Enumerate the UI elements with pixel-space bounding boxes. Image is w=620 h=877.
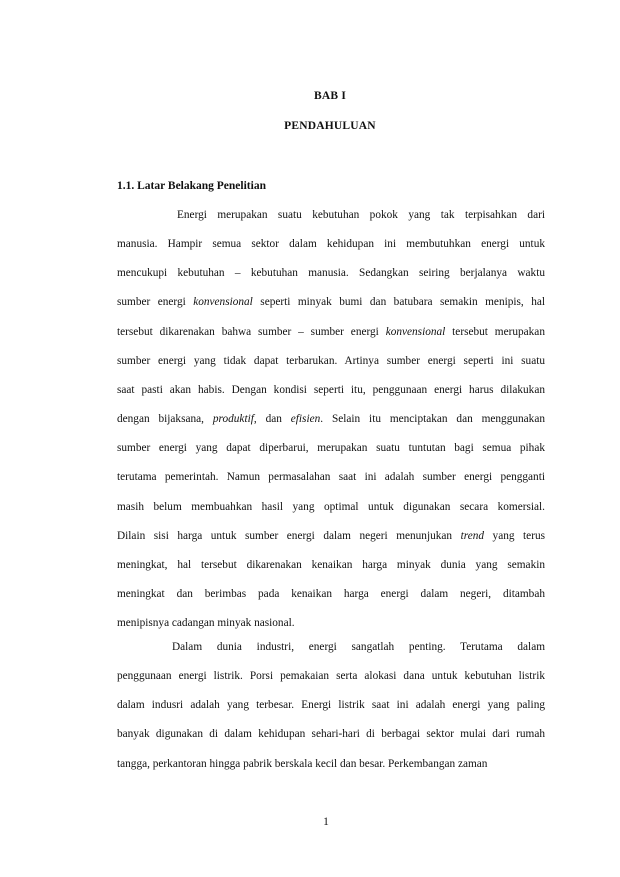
text-span: sumber energi yang dapat diperbarui, merupakan suatu tuntutan bagi semua pihak: [117, 442, 545, 455]
text-line: [117, 325, 545, 339]
text-line: [117, 529, 545, 543]
text-span: dengan bijaksana,: [117, 413, 213, 426]
text-span: yang terus: [484, 529, 545, 542]
chapter-number: BAB I: [314, 90, 346, 102]
text-line: [117, 266, 545, 280]
text-span: sumber energi yang tidak dapat terbarukan. Artinya sumber energi seperti ini suatu: [117, 354, 545, 367]
text-line: [117, 354, 545, 368]
text-line: [117, 757, 545, 771]
text-span: tangga, perkantoran hingga pabrik berskala kecil dan besar. Perkembangan zaman: [117, 757, 488, 770]
text-span: masih belum membuahkan hasil yang optimal untuk digunakan secara komersial.: [117, 500, 545, 513]
text-span: Dilain sisi harga untuk sumber energi dalam negeri menunjukan: [117, 529, 461, 542]
text-line: [172, 640, 545, 654]
italic-term: produktif: [212, 413, 254, 426]
text-span: terutama pemerintah. Namun permasalahan saat ini adalah sumber energi pengganti: [117, 471, 545, 484]
text-span: manusia. Hampir semua sektor dalam kehidupan ini membutuhkan energi untuk: [117, 238, 545, 251]
text-line: [117, 412, 545, 426]
text-line: [117, 470, 545, 484]
text-span: menipisnya cadangan minyak nasional.: [117, 617, 295, 630]
text-span: sumber energi: [117, 296, 194, 309]
text-line: [117, 698, 545, 712]
text-span: dalam indusri adalah yang terbesar. Energi listrik saat ini adalah energi yang paling: [117, 699, 545, 712]
text-line: [117, 616, 545, 630]
text-span: tersebut dikarenakan bahwa sumber – sumber energi: [117, 325, 386, 338]
text-line: [117, 383, 545, 397]
section-heading: 1.1. Latar Belakang Penelitian: [117, 180, 266, 192]
text-line: [117, 669, 545, 683]
italic-term: konvensional: [193, 296, 253, 309]
text-span: banyak digunakan di dalam kehidupan sehari-hari di berbagai sektor mulai dari rumah: [117, 728, 545, 741]
italic-term: efisien: [290, 413, 321, 426]
text-span: meningkat, hal tersebut dikarenakan kenaikan harga minyak dunia yang semakin: [117, 558, 545, 571]
text-line: [117, 237, 545, 251]
text-span: saat pasti akan habis. Dengan kondisi seperti itu, penggunaan energi harus dilakukan: [117, 383, 545, 396]
text-span: meningkat dan berimbas pada kenaikan harga energi dalam negeri, ditambah: [117, 587, 545, 600]
italic-term: trend: [460, 529, 485, 542]
text-line: [177, 208, 545, 222]
text-span: . Selain itu menciptakan dan menggunakan: [320, 413, 545, 426]
text-span: seperti minyak bumi dan batubara semakin menipis, hal: [252, 296, 545, 309]
chapter-title: PENDAHULUAN: [284, 120, 376, 132]
italic-term: konvensional: [385, 325, 446, 338]
text-span: , dan: [253, 413, 291, 426]
text-span: Energi merupakan suatu kebutuhan pokok yang tak terpisahkan dari: [177, 209, 545, 221]
text-span: Dalam dunia industri, energi sangatlah penting. Terutama dalam: [172, 641, 545, 653]
text-line: [117, 727, 545, 741]
text-span: mencukupi kebutuhan – kebutuhan manusia. Sedangkan seiring berjalanya waktu: [117, 267, 545, 280]
text-line: [117, 500, 545, 514]
text-line: [117, 558, 545, 572]
text-line: [117, 295, 545, 309]
text-span: tersebut merupakan: [445, 325, 545, 338]
text-span: penggunaan energi listrik. Porsi pemakaian serta alokasi dana untuk kebutuhan listrik: [117, 670, 545, 683]
text-line: [117, 587, 545, 601]
page-number: 1: [323, 816, 329, 828]
text-line: [117, 441, 545, 455]
